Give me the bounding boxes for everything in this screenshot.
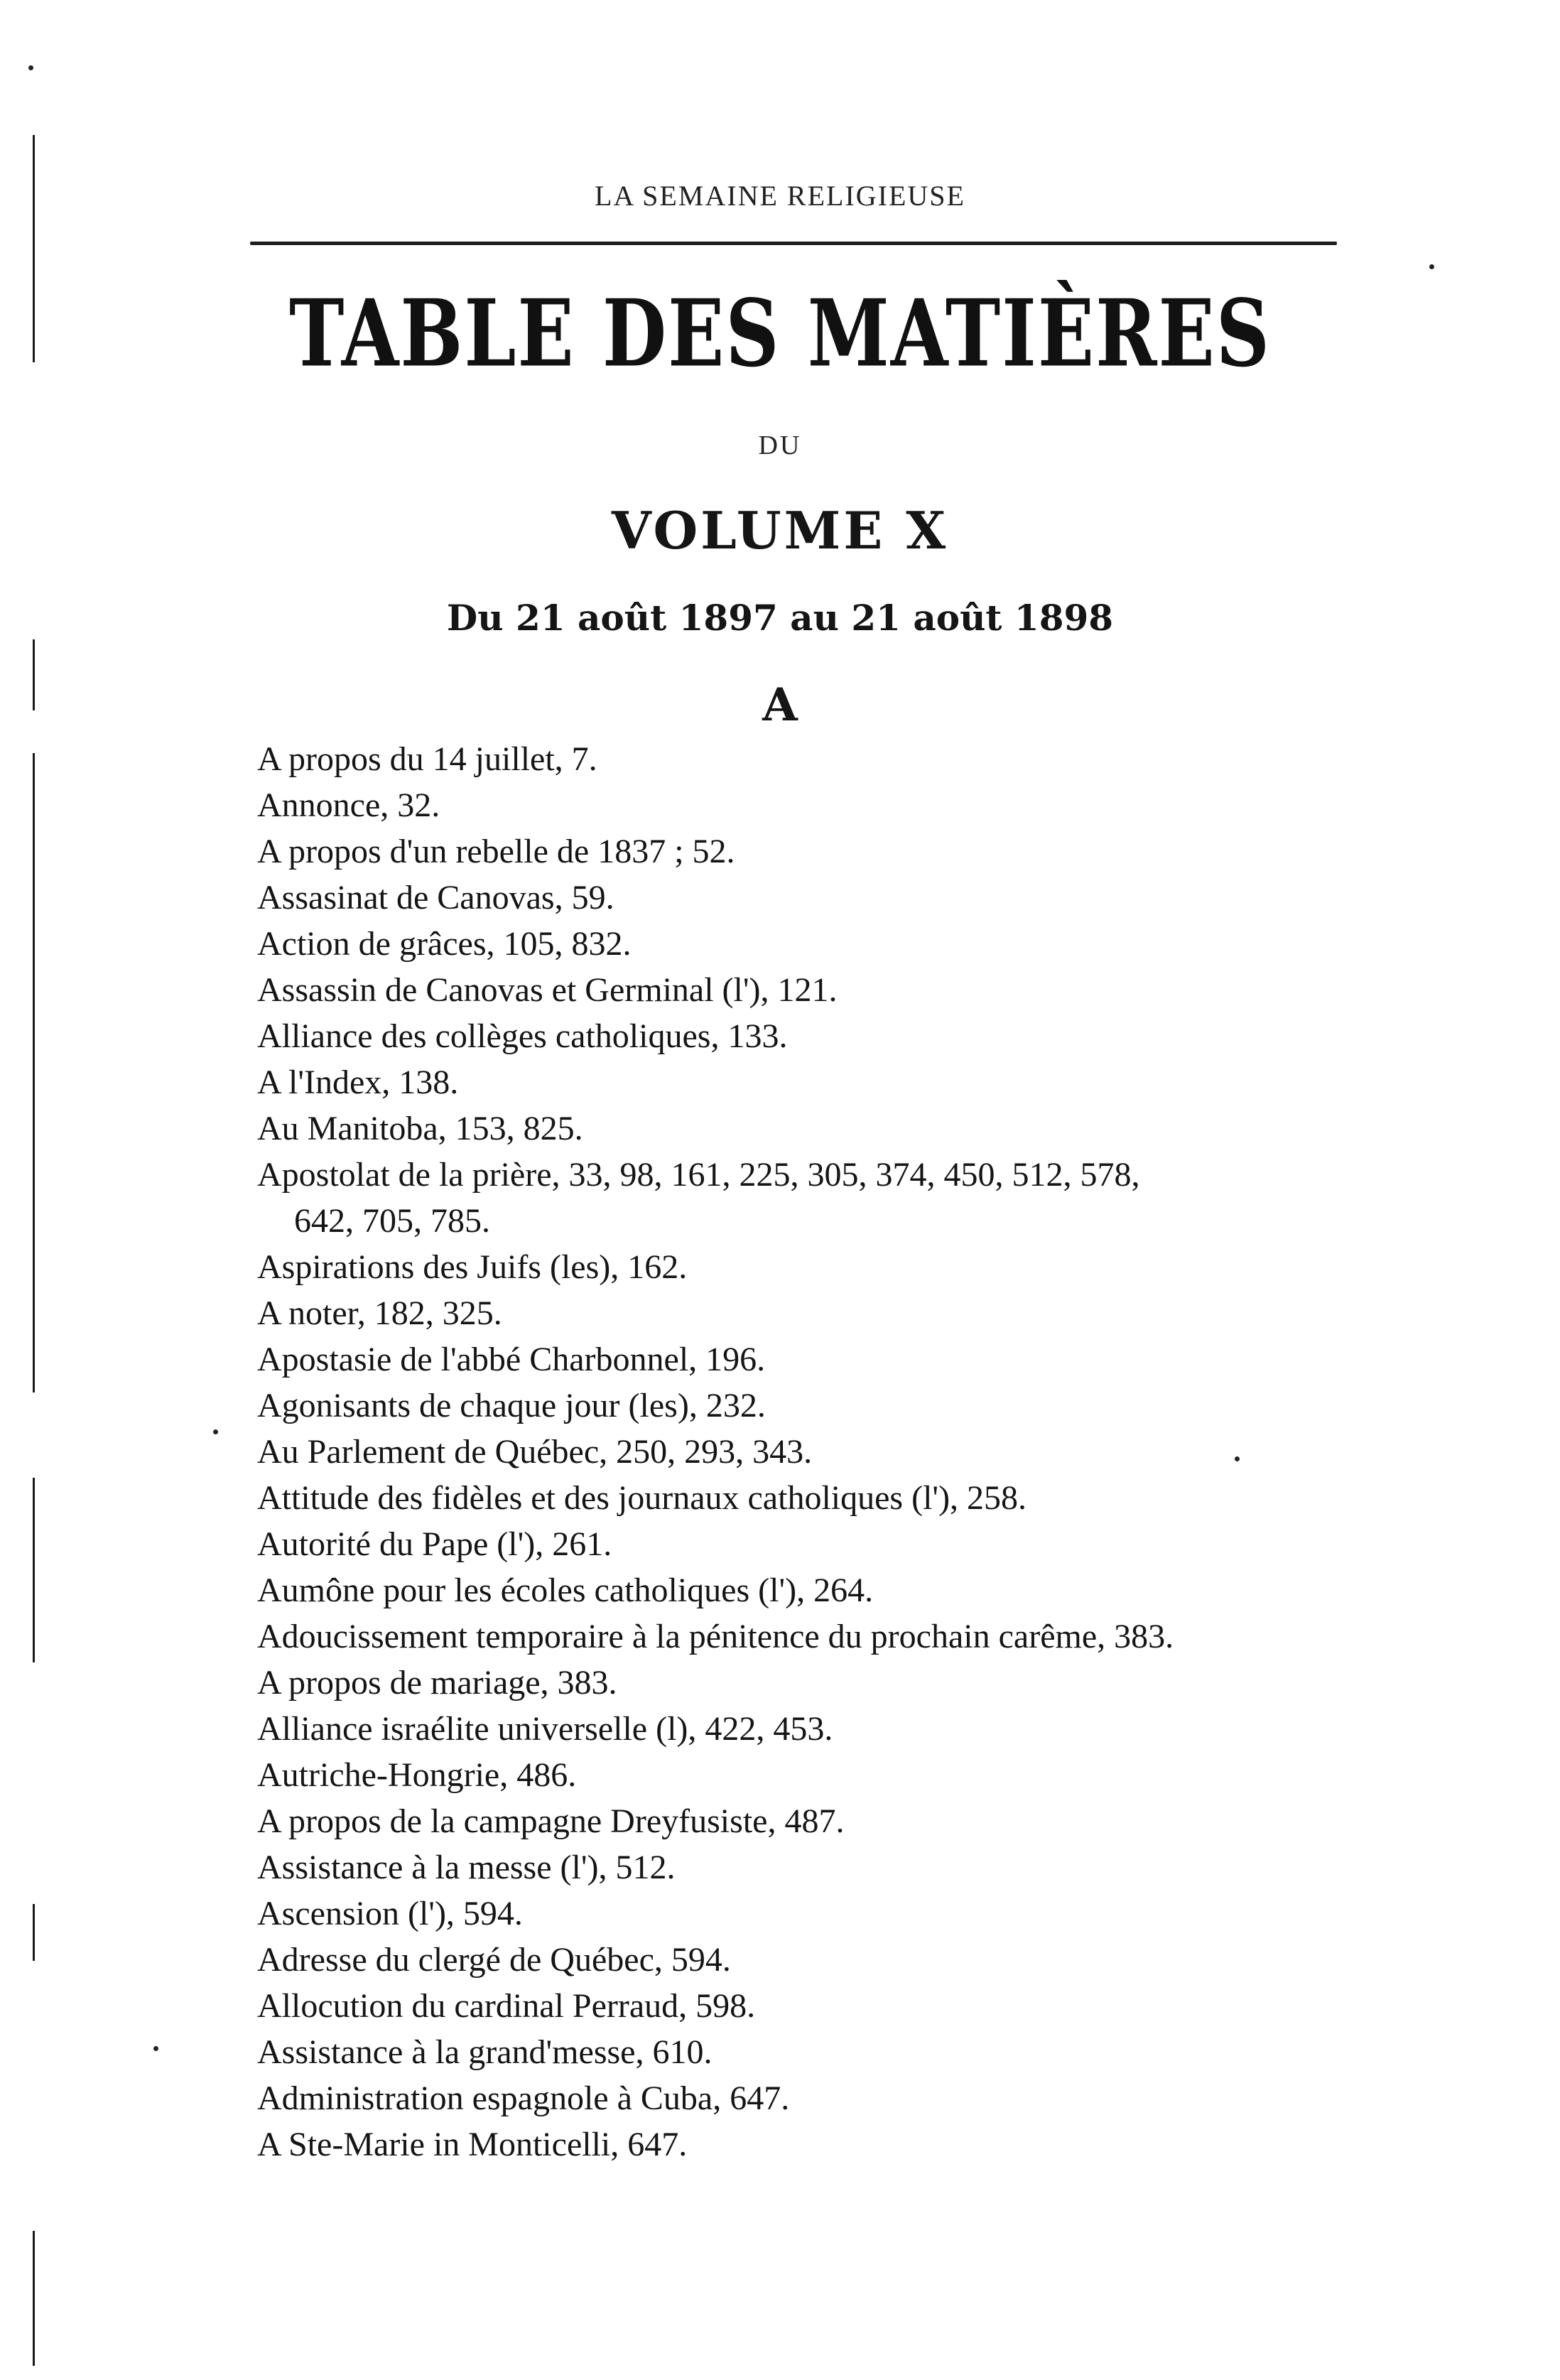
scan-speck <box>213 1429 218 1434</box>
index-entry: A Ste-Marie in Monticelli, 647. <box>257 2126 688 2163</box>
index-entry: A l'Index, 138. <box>257 1064 459 1101</box>
index-entry: Administration espagnole à Cuba, 647. <box>257 2079 790 2117</box>
index-entry: Adresse du clergé de Québec, 594. <box>257 1941 731 1979</box>
index-entry: A propos du 14 juillet, 7. <box>257 740 597 778</box>
index-entry: Assasinat de Canovas, 59. <box>257 879 614 916</box>
scan-margin-line <box>33 1478 35 1662</box>
index-entry: Alliance israélite universelle (l), 422, 453. <box>257 1710 833 1748</box>
scan-speck <box>1429 264 1434 269</box>
index-entry: Au Manitoba, 153, 825. <box>257 1110 583 1147</box>
index-entry: Assistance à la grand'messe, 610. <box>257 2033 713 2071</box>
scan-margin-line <box>33 753 35 1392</box>
index-entry: Assassin de Canovas et Germinal (l'), 121. <box>257 971 838 1009</box>
index-entry: Allocution du cardinal Perraud, 598. <box>257 1987 756 2025</box>
section-letter: A <box>762 678 798 732</box>
header-rule <box>250 242 1337 245</box>
volume-title: VOLUME X <box>611 500 949 561</box>
page-title: TABLE DES MATIÈRES <box>289 278 1271 388</box>
index-entry: Au Parlement de Québec, 250, 293, 343. <box>257 1433 813 1471</box>
index-entry: Ascension (l'), 594. <box>257 1895 523 1932</box>
scan-margin-line <box>33 1904 35 1961</box>
scan-margin-line <box>33 2231 35 2366</box>
index-entry: A propos d'un rebelle de 1837 ; 52. <box>257 833 735 870</box>
index-entry: Alliance des collèges catholiques, 133. <box>257 1017 788 1055</box>
index-entry: Adoucissement temporaire à la pénitence du prochain carême, 383. <box>257 1618 1174 1655</box>
index-entry-continuation-text: 642, 705, 785. <box>294 1202 490 1240</box>
index-entry: Apostasie de l'abbé Charbonnel, 196. <box>257 1341 766 1378</box>
title-du: DU <box>758 431 802 460</box>
index-entry: Aspirations des Juifs (les), 162. <box>257 1248 688 1286</box>
index-entry-continuation <box>257 1198 1365 1244</box>
index-entry: A propos de mariage, 383. <box>257 1664 617 1702</box>
index-entry: A propos de la campagne Dreyfusiste, 487. <box>257 1802 845 1840</box>
index-entries <box>257 736 1365 2168</box>
index-entry: Action de grâces, 105, 832. <box>257 925 632 963</box>
date-range: Du 21 août 1897 au 21 août 1898 <box>446 597 1114 639</box>
index-entry: Autorité du Pape (l'), 261. <box>257 1525 612 1563</box>
index-entry: Autriche-Hongrie, 486. <box>257 1756 577 1794</box>
scan-speck <box>153 2046 158 2051</box>
index-entry: Agonisants de chaque jour (les), 232. <box>257 1387 766 1424</box>
running-head: LA SEMAINE RELIGIEUSE <box>595 180 965 212</box>
index-entry: Assistance à la messe (l'), 512. <box>257 1849 676 1886</box>
index-entry: Annonce, 32. <box>257 786 440 824</box>
index-entry: Attitude des fidèles et des journaux catholiques (l'), 258. <box>257 1479 1027 1517</box>
index-entry: Aumône pour les écoles catholiques (l'), 264. <box>257 1572 874 1609</box>
index-entry: A noter, 182, 325. <box>257 1294 502 1332</box>
index-entry: Apostolat de la prière, 33, 98, 161, 225, 305, 374, 450, 512, 578, <box>257 1156 1140 1194</box>
scan-speck <box>28 65 33 70</box>
